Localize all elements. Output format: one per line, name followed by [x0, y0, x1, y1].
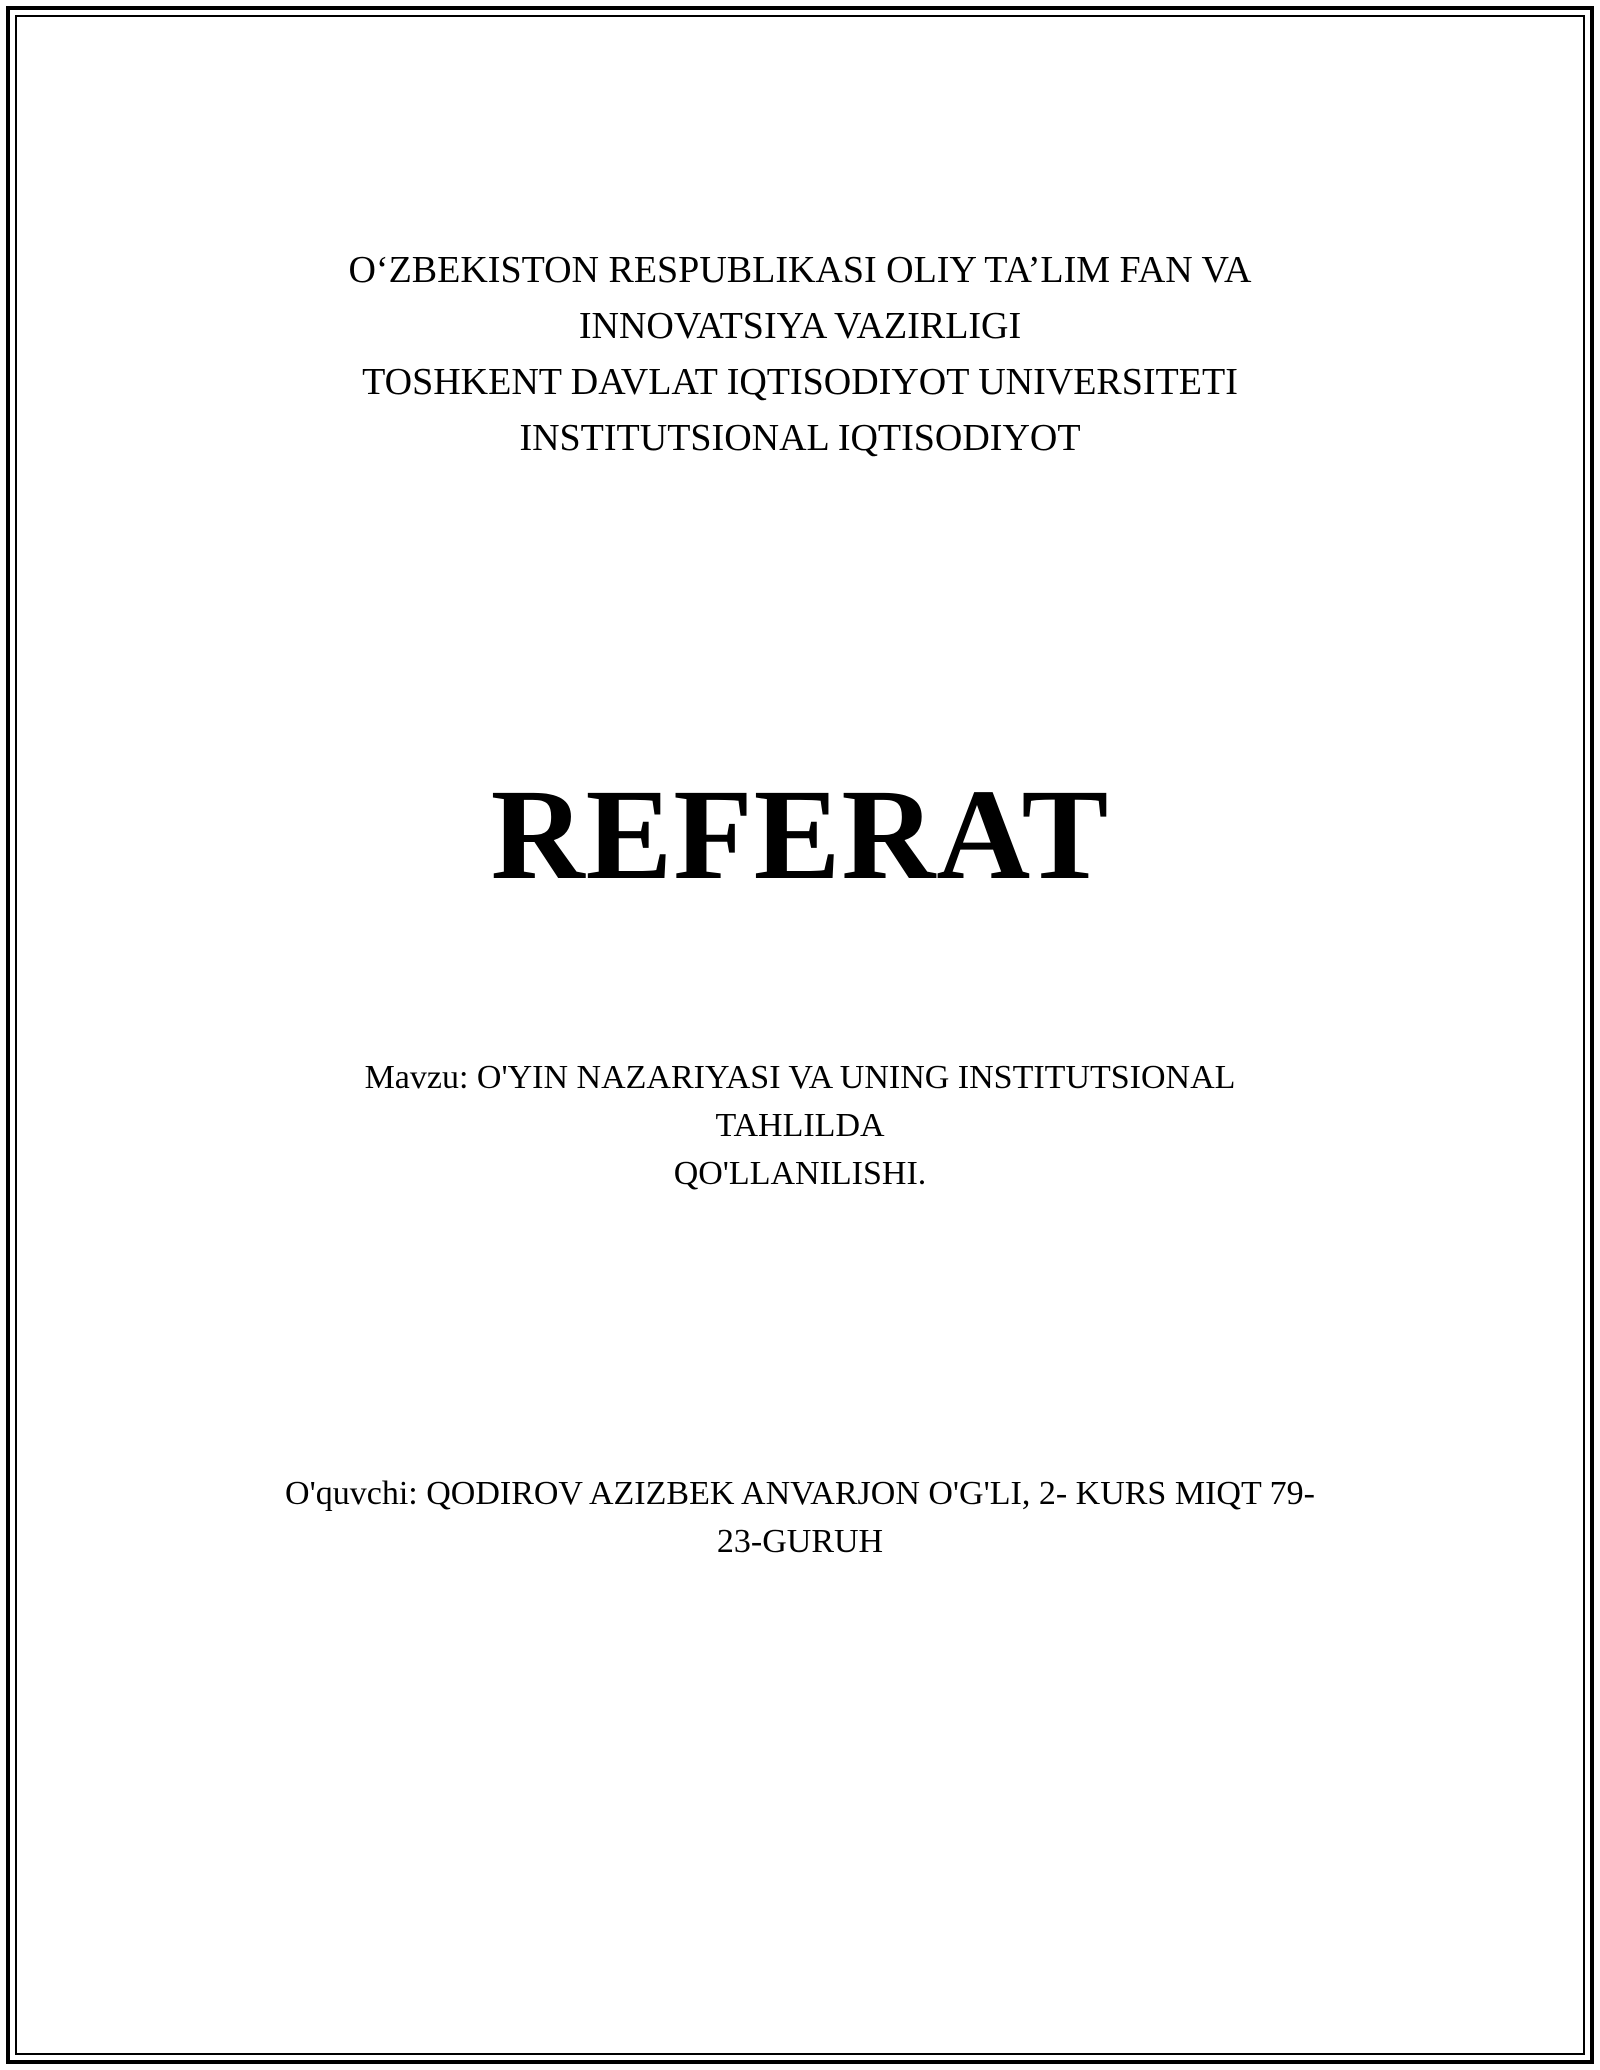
header-line-university: TOSHKENT DAVLAT IQTISODIYOT UNIVERSITETI	[362, 361, 1238, 403]
topic-line-3: QO'LLANILISHI.	[673, 1155, 927, 1192]
institution-header	[0, 242, 1600, 466]
student-line-1: O'quvchi: QODIROV AZIZBEK ANVARJON O'G'LI, 2- KURS MIQT 79-	[285, 1475, 1315, 1512]
topic-block	[0, 1054, 1600, 1198]
header-line-ministry-1: O‘ZBEKISTON RESPUBLIKASI OLIY TA’LIM FAN VA	[348, 249, 1252, 291]
header-line-ministry-2: INNOVATSIYA VAZIRLIGI	[578, 305, 1022, 347]
student-line-2: 23-GURUH	[716, 1523, 884, 1560]
topic-line-1: Mavzu: O'YIN NAZARIYASI VA UNING INSTITUTSIONAL	[364, 1059, 1236, 1096]
header-line-department: INSTITUTSIONAL IQTISODIYOT	[519, 417, 1081, 459]
student-block	[0, 1470, 1600, 1566]
document-title: REFERAT	[490, 763, 1110, 907]
topic-line-2: TAHLILDA	[715, 1107, 885, 1144]
